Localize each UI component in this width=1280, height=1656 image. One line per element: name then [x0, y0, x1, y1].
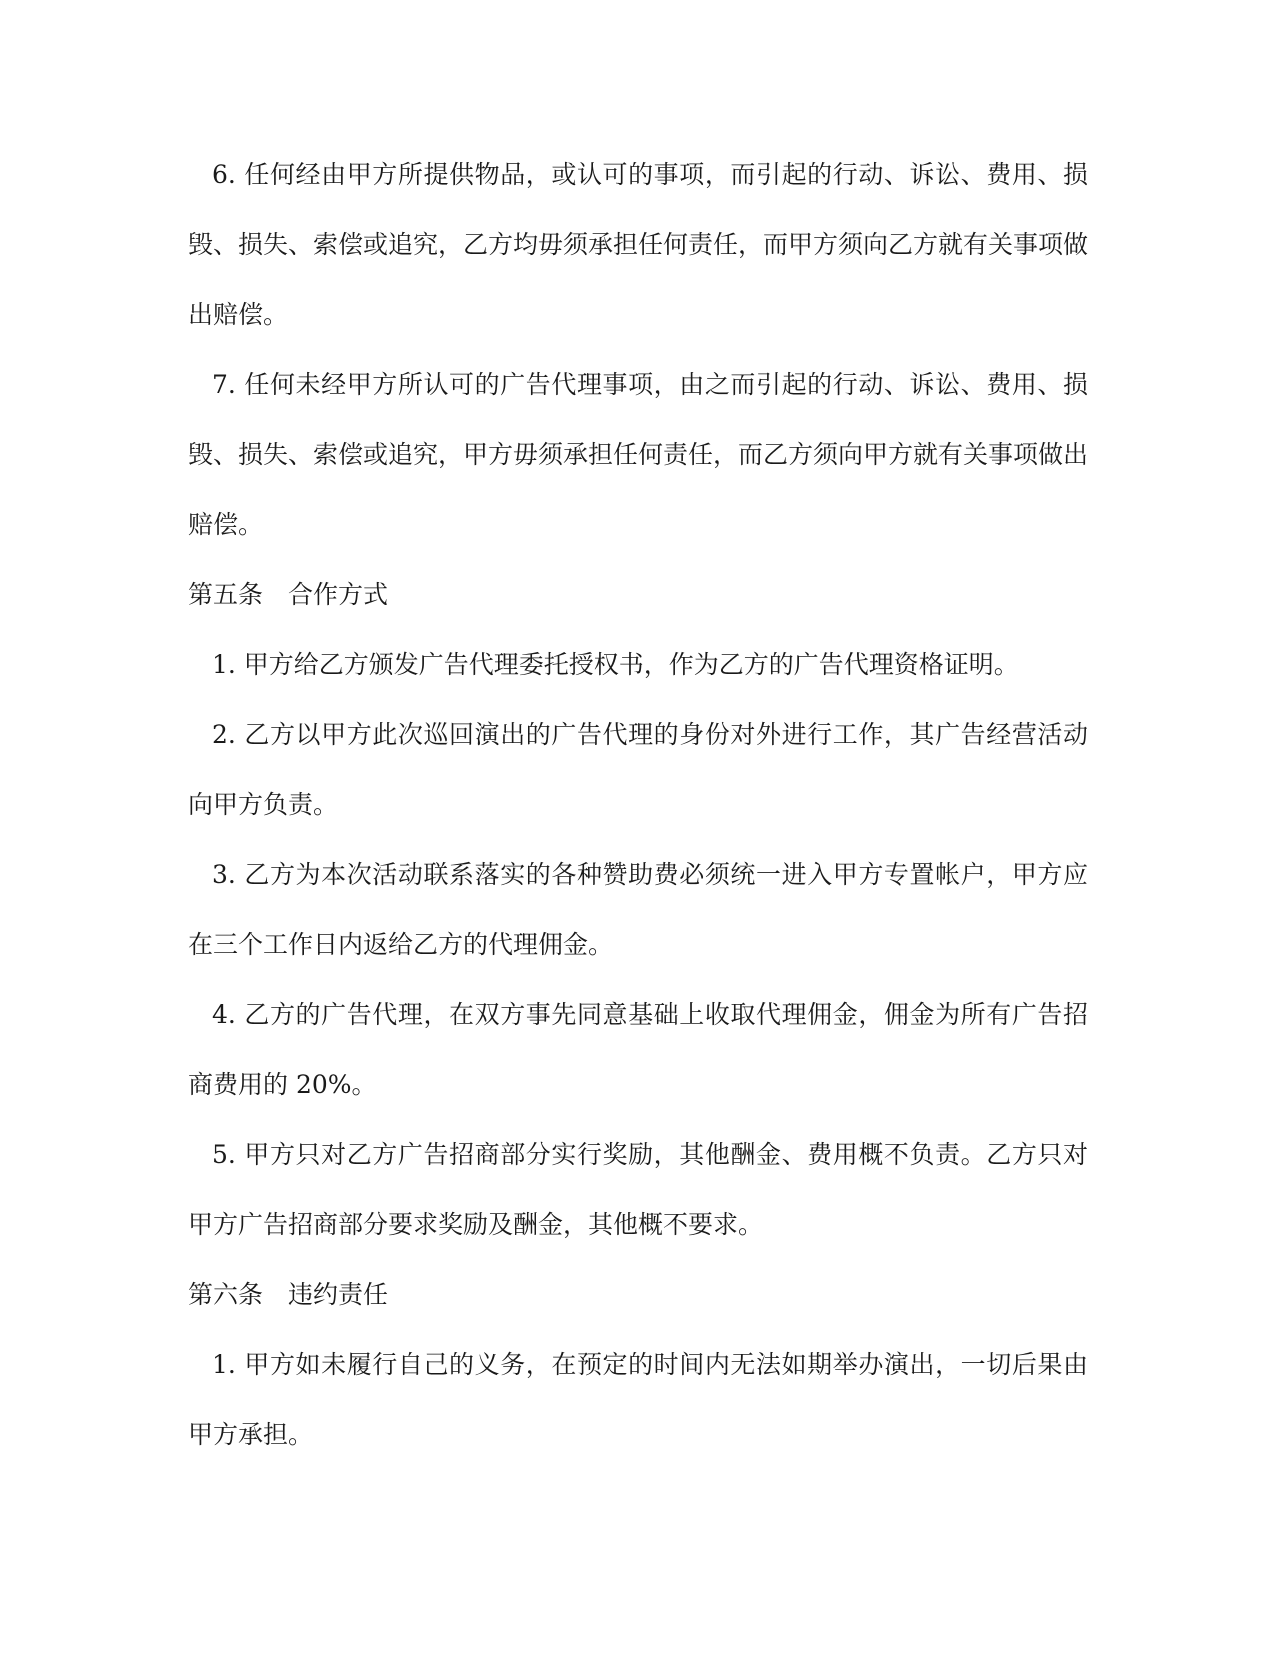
- clause-item-1: 1. 甲方给乙方颁发广告代理委托授权书，作为乙方的广告代理资格证明。: [212, 650, 1019, 679]
- clause-item-5: 5. 甲方只对乙方广告招商部分实行奖励，其他酬金、费用概不负责。乙方只对甲方广告招商部分要求奖励及酬金，其他概不要求。: [188, 1140, 1088, 1239]
- clause-item-2: 2. 乙方以甲方此次巡回演出的广告代理的身份对外进行工作，其广告经营活动向甲方负责。: [188, 720, 1088, 819]
- clause-item-6: 6. 任何经由甲方所提供物品，或认可的事项，而引起的行动、诉讼、费用、损毁、损失、索偿或追究，乙方均毋须承担任何责任，而甲方须向乙方就有关事项做出赔偿。: [188, 160, 1089, 329]
- document-body: [188, 140, 1088, 1470]
- clause-item-7: 7. 任何未经甲方所认可的广告代理事项，由之而引起的行动、诉讼、费用、损毁、损失、索偿或追究，甲方毋须承担任何责任，而乙方须向甲方就有关事项做出赔偿。: [188, 370, 1089, 539]
- breach-item-1: 1. 甲方如未履行自己的义务，在预定的时间内无法如期举办演出，一切后果由甲方承担。: [188, 1350, 1088, 1449]
- clause-item-3: 3. 乙方为本次活动联系落实的各种赞助费必须统一进入甲方专置帐户，甲方应在三个工作日内返给乙方的代理佣金。: [188, 860, 1088, 959]
- clause-item-4: 4. 乙方的广告代理，在双方事先同意基础上收取代理佣金，佣金为所有广告招商费用的 20%。: [188, 1000, 1088, 1099]
- article-heading-6: 第六条 违约责任: [188, 1280, 389, 1309]
- article-heading-5: 第五条 合作方式: [188, 580, 389, 609]
